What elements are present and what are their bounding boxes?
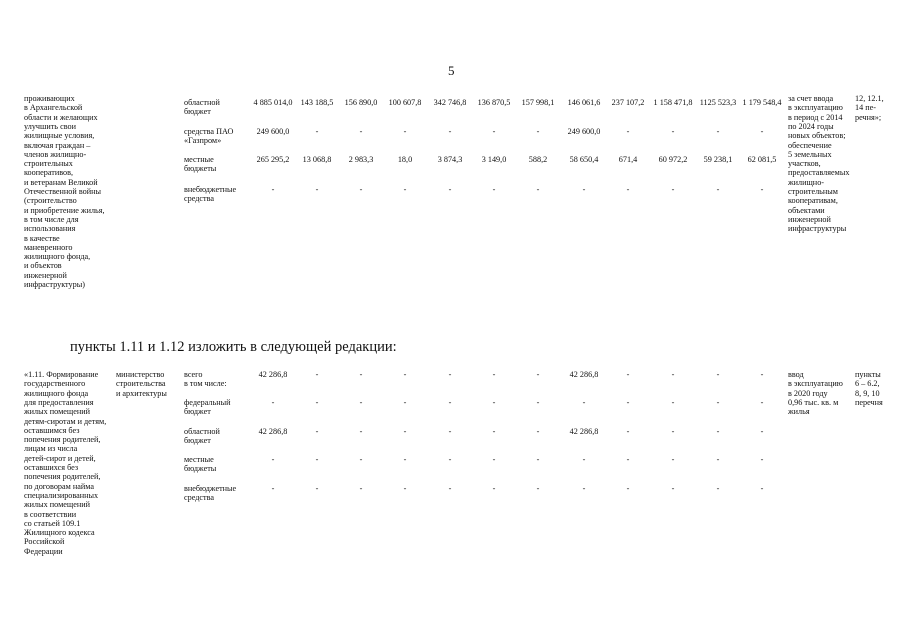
expected-result-line: в период с 2014 bbox=[788, 112, 843, 122]
description-line: Жилищного кодекса bbox=[24, 528, 95, 538]
funding-value-cell: 42 286,8 bbox=[569, 370, 599, 379]
description-line: оставшимся без bbox=[24, 425, 80, 435]
description-line: и ветеранам Великой bbox=[24, 177, 98, 187]
funding-value-cell: - bbox=[359, 127, 363, 136]
funding-value-cell: - bbox=[403, 185, 407, 194]
funding-source-label: бюджет bbox=[184, 436, 211, 446]
funding-value-cell: 59 238,1 bbox=[703, 155, 733, 164]
funding-value-cell: - bbox=[492, 484, 496, 493]
funding-value-cell: 42 286,8 bbox=[258, 370, 288, 379]
description-line: лицам из числа bbox=[24, 444, 78, 454]
funding-value-cell: - bbox=[536, 127, 540, 136]
description-line: включая граждан – bbox=[24, 140, 91, 150]
funding-value-cell: - bbox=[760, 427, 764, 436]
funding-value-cell: - bbox=[359, 484, 363, 493]
funding-value-cell: - bbox=[760, 185, 764, 194]
funding-value-cell: 671,4 bbox=[618, 155, 638, 164]
funding-value-cell: - bbox=[403, 484, 407, 493]
expected-result-line: жилья bbox=[788, 407, 810, 417]
description-line: улучшить свои bbox=[24, 121, 76, 131]
expected-result-line: 5 земельных bbox=[788, 149, 832, 159]
funding-value-cell: - bbox=[403, 127, 407, 136]
expected-result-line: строительным bbox=[788, 187, 838, 196]
expected-result-line: в 2020 году bbox=[788, 388, 828, 398]
reference-line: речня»; bbox=[855, 112, 882, 122]
funding-value-cell: - bbox=[315, 370, 319, 379]
funding-source-label: средства ПАО bbox=[184, 127, 234, 136]
description-line: для предоставления bbox=[24, 397, 94, 407]
funding-value-cell: - bbox=[716, 455, 720, 464]
funding-value-cell: - bbox=[671, 398, 675, 407]
funding-value-cell: 18,0 bbox=[397, 155, 413, 164]
reference-line: 6 – 6.2, bbox=[855, 379, 880, 389]
description-line: жилищного фонда, bbox=[24, 252, 91, 262]
funding-value-cell: - bbox=[448, 398, 452, 407]
funding-value-cell: - bbox=[582, 455, 586, 464]
description-line: жилых помещений bbox=[24, 500, 90, 510]
funding-value-cell: 156 890,0 bbox=[344, 98, 378, 107]
funding-value-cell: - bbox=[403, 455, 407, 464]
funding-value-cell: 342 746,8 bbox=[433, 98, 467, 107]
description-line: кооперативов, bbox=[24, 168, 74, 178]
funding-value-cell: 60 972,2 bbox=[658, 155, 688, 164]
funding-value-cell: 100 607,8 bbox=[388, 98, 422, 107]
funding-source-label: внебюджетные bbox=[184, 484, 237, 493]
expected-result-line: инфраструктуры bbox=[788, 224, 847, 234]
description-line: специализированных bbox=[24, 490, 99, 500]
funding-source-label: внебюджетные bbox=[184, 185, 237, 194]
description-line: жилищные условия, bbox=[24, 131, 95, 141]
funding-value-cell: - bbox=[403, 427, 407, 436]
funding-value-cell: 42 286,8 bbox=[258, 427, 288, 436]
reference-line: 12, 12.1, bbox=[855, 94, 884, 103]
description-line: оставшихся без bbox=[24, 463, 79, 472]
description-line: проживающих bbox=[24, 94, 75, 103]
funding-value-cell: 58 650,4 bbox=[569, 155, 599, 164]
description-line: со статьей 109.1 bbox=[24, 518, 81, 528]
funding-source-label: всего bbox=[184, 370, 203, 379]
funding-value-cell: - bbox=[315, 455, 319, 464]
description-line: жилых помещений bbox=[24, 407, 90, 417]
funding-value-cell: - bbox=[671, 370, 675, 379]
expected-result-line: в эксплуатацию bbox=[788, 379, 843, 389]
reference-line: пункты bbox=[855, 370, 881, 379]
description-line: жилищного фонда bbox=[24, 388, 89, 398]
funding-value-cell: 2 983,3 bbox=[348, 155, 374, 164]
funding-value-cell: - bbox=[536, 398, 540, 407]
reference-line: 14 пе- bbox=[855, 103, 876, 113]
funding-value-cell: 265 295,2 bbox=[256, 155, 290, 164]
page-number: 5 bbox=[448, 63, 455, 78]
expected-result-line: ввод bbox=[788, 370, 804, 379]
description-line: детям-сиротам и детям, bbox=[24, 416, 107, 426]
executor-line: и архитектуры bbox=[116, 388, 167, 398]
funding-value-cell: - bbox=[492, 185, 496, 194]
funding-value-cell: 588,2 bbox=[528, 155, 548, 164]
funding-value-cell: 1125 523,3 bbox=[699, 98, 737, 107]
funding-value-cell: 1 158 471,8 bbox=[653, 98, 693, 107]
funding-value-cell: - bbox=[359, 455, 363, 464]
expected-result-line: предоставляемых bbox=[788, 168, 850, 178]
expected-result-line: в эксплуатацию bbox=[788, 103, 843, 113]
funding-source-label: в том числе: bbox=[184, 379, 227, 389]
funding-value-cell: - bbox=[626, 127, 630, 136]
funding-value-cell: - bbox=[582, 484, 586, 493]
funding-value-cell: - bbox=[626, 398, 630, 407]
description-line: детей-сирот и детей, bbox=[24, 453, 96, 463]
funding-source-label: средства bbox=[184, 194, 215, 204]
funding-value-cell: 249 600,0 bbox=[567, 127, 601, 136]
funding-value-cell: - bbox=[671, 127, 675, 136]
funding-value-cell: - bbox=[626, 427, 630, 436]
funding-value-cell: 4 885 014,0 bbox=[253, 98, 293, 107]
funding-value-cell: - bbox=[448, 370, 452, 379]
funding-value-cell: - bbox=[536, 427, 540, 436]
funding-value-cell: - bbox=[536, 185, 540, 194]
reference-line: 8, 9, 10 bbox=[855, 388, 880, 398]
funding-value-cell: - bbox=[315, 484, 319, 493]
description-line: и объектов bbox=[24, 261, 62, 271]
funding-value-cell: - bbox=[359, 427, 363, 436]
funding-value-cell: - bbox=[716, 484, 720, 493]
funding-value-cell: - bbox=[403, 370, 407, 379]
description-line: использования bbox=[24, 224, 76, 234]
funding-value-cell: - bbox=[403, 398, 407, 407]
funding-value-cell: - bbox=[315, 398, 319, 407]
funding-value-cell: - bbox=[626, 370, 630, 379]
funding-value-cell: - bbox=[536, 484, 540, 493]
funding-value-cell: - bbox=[671, 484, 675, 493]
description-line: «1.11. Формирование bbox=[24, 370, 99, 379]
description-line: (строительство bbox=[24, 196, 77, 206]
funding-source-label: бюджеты bbox=[184, 464, 217, 474]
funding-value-cell: - bbox=[359, 185, 363, 194]
funding-source-label: «Газпром» bbox=[184, 136, 222, 146]
expected-result-line: инженерной bbox=[788, 214, 831, 224]
reference-line: перечня bbox=[855, 397, 883, 407]
description-line: и приобретение жилья, bbox=[24, 205, 105, 215]
funding-value-cell: 13 068,8 bbox=[302, 155, 332, 164]
expected-result-line: за счет ввода bbox=[788, 94, 834, 103]
funding-value-cell: - bbox=[315, 185, 319, 194]
funding-value-cell: - bbox=[271, 484, 275, 493]
section-heading: пункты 1.11 и 1.12 изложить в следующей редакции: bbox=[70, 339, 397, 355]
executor-line: министерство bbox=[116, 370, 165, 379]
funding-value-cell: 42 286,8 bbox=[569, 427, 599, 436]
description-line: попечения родителей, bbox=[24, 435, 101, 445]
funding-value-cell: - bbox=[760, 127, 764, 136]
funding-value-cell: 3 874,3 bbox=[437, 155, 463, 164]
funding-value-cell: - bbox=[760, 484, 764, 493]
funding-value-cell: - bbox=[448, 484, 452, 493]
funding-value-cell: - bbox=[448, 185, 452, 194]
funding-value-cell: 3 149,0 bbox=[481, 155, 507, 164]
funding-value-cell: 143 188,5 bbox=[300, 98, 334, 107]
funding-value-cell: - bbox=[716, 427, 720, 436]
funding-value-cell: - bbox=[671, 185, 675, 194]
expected-result-line: 0,96 тыс. кв. м bbox=[788, 397, 839, 407]
funding-value-cell: - bbox=[536, 370, 540, 379]
funding-value-cell: - bbox=[760, 455, 764, 464]
funding-value-cell: - bbox=[315, 127, 319, 136]
description-line: попечения родителей, bbox=[24, 472, 101, 482]
funding-value-cell: - bbox=[582, 398, 586, 407]
funding-source-label: бюджет bbox=[184, 407, 211, 417]
funding-value-cell: - bbox=[492, 370, 496, 379]
funding-value-cell: - bbox=[448, 127, 452, 136]
expected-result-line: по 2024 годы bbox=[788, 121, 834, 131]
description-line: членов жилищно- bbox=[24, 149, 87, 159]
funding-source-label: бюджет bbox=[184, 107, 211, 117]
expected-result-line: жилищно- bbox=[788, 177, 825, 187]
funding-value-cell: - bbox=[716, 398, 720, 407]
expected-result-line: новых объектов; bbox=[788, 131, 846, 141]
funding-value-cell: - bbox=[536, 455, 540, 464]
funding-value-cell: 1 179 548,4 bbox=[742, 98, 782, 107]
funding-value-cell: - bbox=[492, 398, 496, 407]
funding-value-cell: 146 061,6 bbox=[567, 98, 601, 107]
funding-source-label: средства bbox=[184, 493, 215, 503]
funding-source-label: федеральный bbox=[184, 398, 231, 407]
description-line: в Архангельской bbox=[24, 103, 83, 113]
funding-value-cell: - bbox=[359, 370, 363, 379]
description-line: по договорам найма bbox=[24, 481, 95, 491]
funding-value-cell: 157 998,1 bbox=[521, 98, 555, 107]
funding-value-cell: - bbox=[626, 185, 630, 194]
funding-value-cell: - bbox=[626, 484, 630, 493]
funding-value-cell: - bbox=[492, 427, 496, 436]
funding-value-cell: 62 081,5 bbox=[747, 155, 777, 164]
funding-value-cell: - bbox=[760, 398, 764, 407]
funding-value-cell: - bbox=[271, 398, 275, 407]
funding-value-cell: - bbox=[760, 370, 764, 379]
funding-source-label: местные bbox=[184, 455, 214, 464]
executor-line: строительства bbox=[116, 379, 166, 389]
funding-value-cell: - bbox=[716, 370, 720, 379]
funding-source-label: бюджеты bbox=[184, 164, 217, 174]
funding-value-cell: - bbox=[448, 427, 452, 436]
description-line: маневренного bbox=[24, 242, 73, 252]
funding-value-cell: - bbox=[359, 398, 363, 407]
funding-value-cell: - bbox=[626, 455, 630, 464]
funding-source-label: местные bbox=[184, 155, 214, 164]
funding-value-cell: 136 870,5 bbox=[477, 98, 511, 107]
funding-value-cell: 249 600,0 bbox=[256, 127, 290, 136]
description-line: государственного bbox=[24, 379, 86, 389]
funding-value-cell: - bbox=[671, 455, 675, 464]
funding-value-cell: - bbox=[492, 455, 496, 464]
description-line: в соответствии bbox=[24, 509, 77, 519]
description-line: Федерации bbox=[24, 546, 63, 556]
expected-result-line: объектами bbox=[788, 205, 825, 215]
expected-result-line: обеспечение bbox=[788, 140, 832, 150]
description-line: в качестве bbox=[24, 233, 60, 243]
funding-value-cell: - bbox=[716, 127, 720, 136]
expected-result-line: участков, bbox=[788, 159, 821, 169]
description-line: инженерной bbox=[24, 270, 67, 280]
description-line: строительных bbox=[24, 159, 73, 169]
description-line: Российской bbox=[24, 537, 65, 547]
funding-value-cell: - bbox=[492, 127, 496, 136]
funding-source-label: областной bbox=[184, 427, 220, 436]
description-line: в том числе для bbox=[24, 214, 79, 224]
funding-value-cell: - bbox=[315, 427, 319, 436]
funding-value-cell: 237 107,2 bbox=[611, 98, 645, 107]
funding-value-cell: - bbox=[671, 427, 675, 436]
expected-result-line: кооперативам, bbox=[788, 196, 838, 206]
funding-value-cell: - bbox=[716, 185, 720, 194]
description-line: Отечественной войны bbox=[24, 187, 101, 196]
description-line: области и желающих bbox=[24, 112, 98, 122]
funding-value-cell: - bbox=[448, 455, 452, 464]
funding-value-cell: - bbox=[271, 185, 275, 194]
funding-value-cell: - bbox=[271, 455, 275, 464]
description-line: инфраструктуры) bbox=[24, 280, 85, 289]
funding-value-cell: - bbox=[582, 185, 586, 194]
funding-source-label: областной bbox=[184, 98, 220, 107]
